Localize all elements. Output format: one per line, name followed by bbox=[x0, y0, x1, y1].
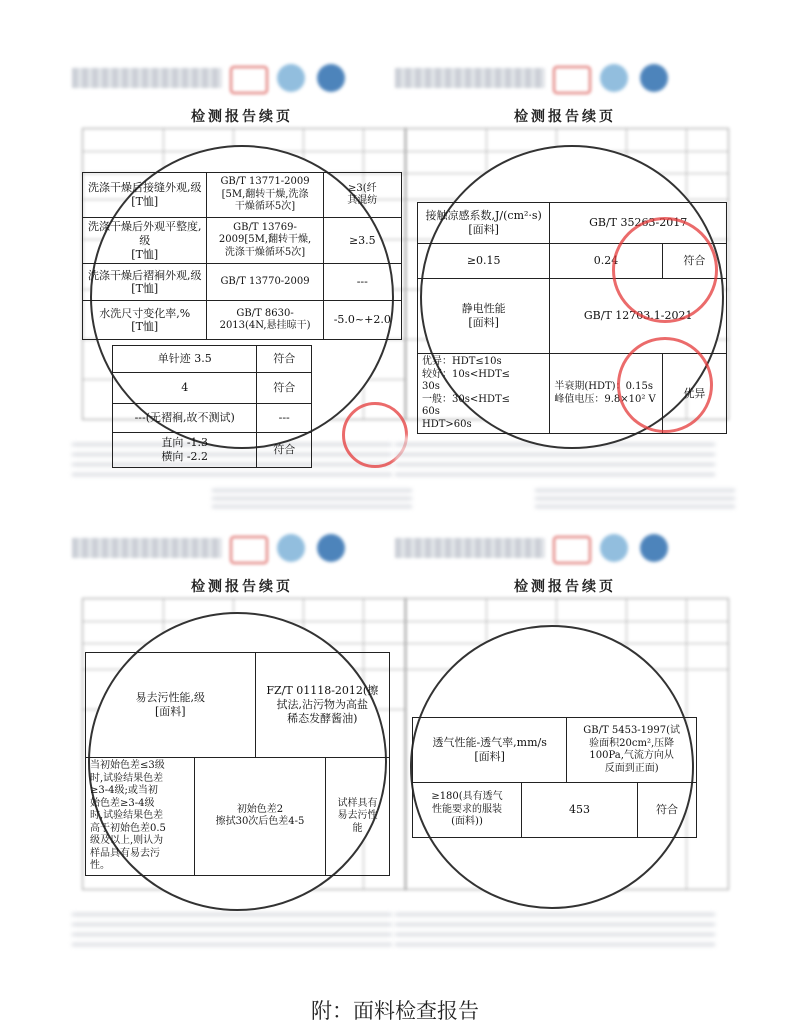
report-title: 检测报告续页 bbox=[514, 579, 616, 595]
page-caption: 附：面料检查报告 bbox=[311, 999, 479, 1023]
table-row bbox=[413, 783, 697, 838]
report-title: 检测报告续页 bbox=[191, 579, 293, 595]
footer-notes-blurred bbox=[535, 488, 735, 508]
cnas-logo bbox=[600, 534, 628, 562]
test-item: 静电性能 [面料] bbox=[418, 279, 550, 354]
test-method: GB/T 13769- 2009[5M,翻转干燥, 洗涤干燥循环5次] bbox=[207, 218, 323, 264]
requirement: ≥0.15 bbox=[418, 244, 550, 279]
test-method: FZ/T 01118-2012(擦 拭法,沾污物为高盐 稀态发酵酱油) bbox=[255, 653, 389, 758]
verdict: 符合 bbox=[638, 783, 697, 838]
magnifier-circle-4 bbox=[410, 625, 694, 909]
lab-name-blurred bbox=[395, 538, 545, 558]
ilac-logo bbox=[317, 64, 345, 92]
requirement: 当初始色差≤3级 时,试验结果色差 ≥3-4级;或当初 始色差≥3-4级 时,试验结果色差 高于初始色差0.5 级及以上,则认为 样品具有易去污 性。 bbox=[86, 758, 195, 876]
table-row bbox=[86, 653, 390, 758]
inspection-stamp bbox=[612, 217, 718, 323]
table-row bbox=[86, 758, 390, 876]
verdict: 优异 bbox=[662, 354, 726, 434]
cnas-logo bbox=[277, 534, 305, 562]
test-item: 洗涤干燥后外观平整度,级 [T恤] bbox=[83, 218, 207, 264]
test-item: 洗涤干燥后褶裥外观,级 [T恤] bbox=[83, 264, 207, 301]
magnifier-circle-1 bbox=[87, 145, 394, 463]
result-value: 4 bbox=[113, 373, 257, 404]
report-title: 检测报告续页 bbox=[191, 109, 293, 125]
requirement: -5.0~+2.0 bbox=[323, 301, 401, 340]
cnas-logo bbox=[277, 64, 305, 92]
result-value: 453 bbox=[522, 783, 638, 838]
requirement: --- bbox=[323, 264, 401, 301]
ilac-logo bbox=[640, 64, 668, 92]
cma-logo bbox=[230, 536, 268, 564]
test-item: 接触凉感系数,J/(cm²·s) [面料] bbox=[418, 203, 550, 244]
result-value: 半衰期(HDT)：0.15s 峰值电压：9.8×10² V bbox=[550, 354, 662, 434]
table-row bbox=[113, 404, 312, 433]
result-value: 0.24 bbox=[550, 244, 662, 279]
test-method: GB/T 5453-1997(试 验面积20cm²,压降 100Pa,气流方向从 反面到正面) bbox=[567, 718, 697, 783]
magnifier-circle-3 bbox=[88, 612, 387, 911]
cnas-logo bbox=[600, 64, 628, 92]
test-item: 透气性能-透气率,mm/s [面料] bbox=[413, 718, 567, 783]
test-method: GB/T 12703.1-2021 bbox=[550, 279, 727, 354]
lab-name-blurred bbox=[72, 538, 222, 558]
table-row bbox=[83, 173, 402, 218]
footer-notes-blurred bbox=[212, 488, 412, 508]
requirement: ≥3(纤 其混纺 bbox=[323, 173, 401, 218]
requirement: ≥3.5 bbox=[323, 218, 401, 264]
verdict: 符合 bbox=[257, 346, 312, 373]
magnifier-circle-2 bbox=[420, 145, 724, 449]
test-method: GB/T 13771-2009 [5M,翻转干燥,洗涤 干燥循环5次] bbox=[207, 173, 323, 218]
detail-table-1 bbox=[82, 172, 402, 340]
report-title: 检测报告续页 bbox=[514, 109, 616, 125]
result-value: ---(无褶裥,故不测试) bbox=[113, 404, 257, 433]
test-item: 易去污性能,级 [面料] bbox=[86, 653, 256, 758]
test-method: GB/T 8630- 2013(4N,悬挂晾干) bbox=[207, 301, 323, 340]
ilac-logo bbox=[640, 534, 668, 562]
detail-table-3 bbox=[85, 652, 390, 876]
footer-notes-blurred bbox=[395, 906, 715, 946]
footer-notes-blurred bbox=[72, 906, 392, 946]
cma-logo bbox=[230, 66, 268, 94]
verdict: 符合 bbox=[662, 244, 726, 279]
lab-name-blurred bbox=[395, 68, 545, 88]
requirement: ≥180(具有透气 性能要求的服装 (面料)) bbox=[413, 783, 522, 838]
verdict: 符合 bbox=[257, 433, 312, 468]
ilac-logo bbox=[317, 534, 345, 562]
inspection-stamp bbox=[617, 337, 713, 433]
verdict: 试样具有 易去污性 能 bbox=[326, 758, 390, 876]
table-row bbox=[83, 301, 402, 340]
verdict: --- bbox=[257, 404, 312, 433]
test-item: 洗涤干燥后接缝外观,级 [T恤] bbox=[83, 173, 207, 218]
test-method: GB/T 35263-2017 bbox=[550, 203, 727, 244]
lab-name-blurred bbox=[72, 68, 222, 88]
detail-table-4 bbox=[412, 717, 697, 838]
cma-logo bbox=[553, 536, 591, 564]
table-row bbox=[413, 718, 697, 783]
test-item: 水洗尺寸变化率,% [T恤] bbox=[83, 301, 207, 340]
test-method: GB/T 13770-2009 bbox=[207, 264, 323, 301]
result-value: 初始色差2 擦拭30次后色差4-5 bbox=[195, 758, 326, 876]
requirement: 优异：HDT≤10s 较好：10s<HDT≤ 30s 一般：30s<HDT≤ 60s HDT>60s bbox=[418, 354, 550, 434]
table-row bbox=[113, 433, 312, 468]
result-value: 单针迹 3.5 bbox=[113, 346, 257, 373]
table-row bbox=[113, 346, 312, 373]
verdict: 符合 bbox=[257, 373, 312, 404]
table-row bbox=[83, 218, 402, 264]
table-row bbox=[83, 264, 402, 301]
detail-table-1-lower bbox=[112, 345, 312, 468]
result-value: 直向 -1.3 横向 -2.2 bbox=[113, 433, 257, 468]
cma-logo bbox=[553, 66, 591, 94]
table-row bbox=[113, 373, 312, 404]
